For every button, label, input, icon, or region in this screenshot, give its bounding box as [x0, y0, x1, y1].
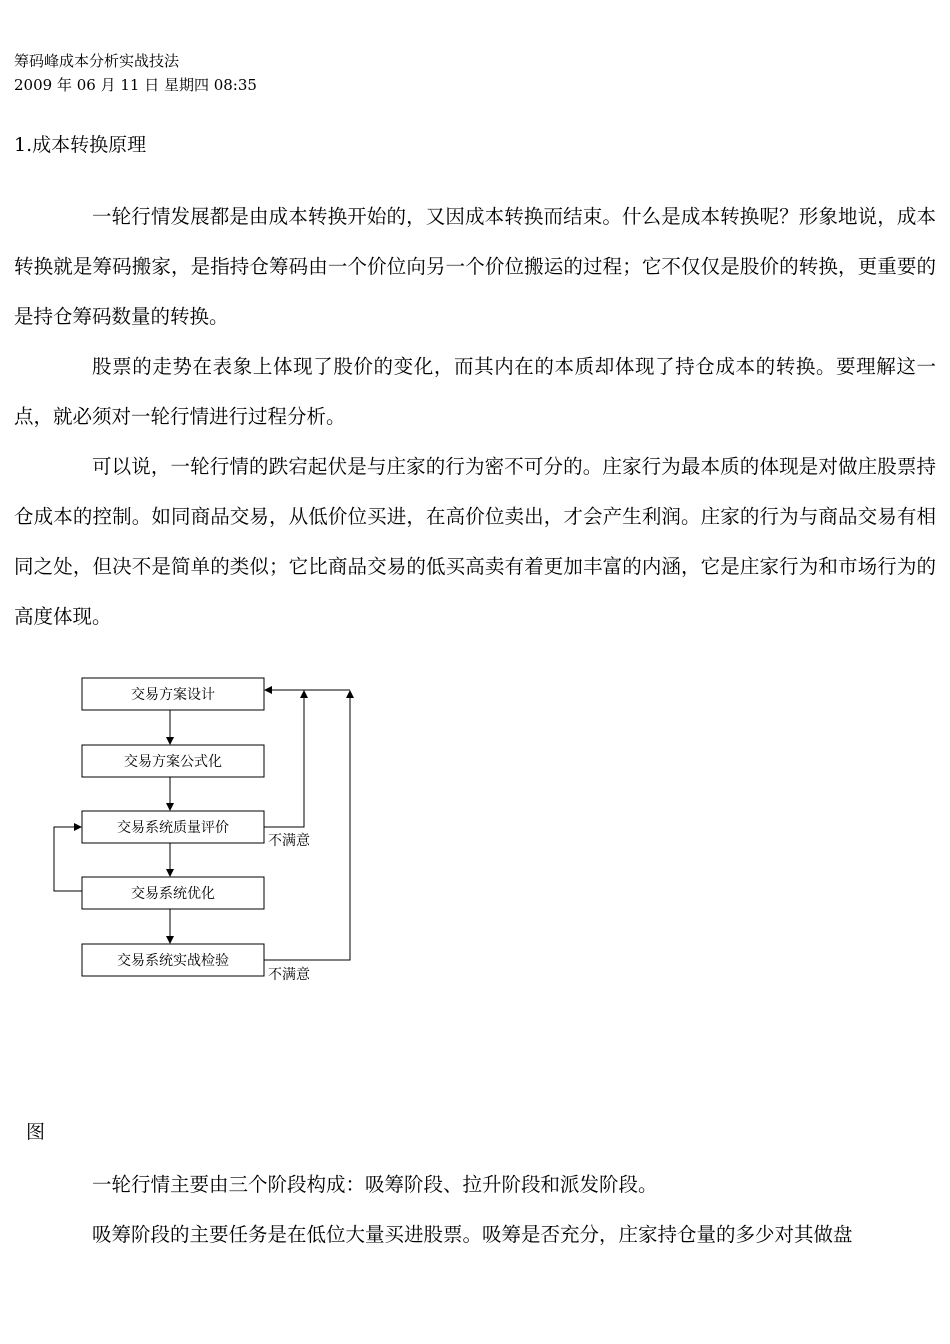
flow-step-design — [82, 678, 264, 710]
paragraph: 一轮行情主要由三个阶段构成：吸筹阶段、拉升阶段和派发阶段。 — [92, 1173, 658, 1196]
flow-step-live-test — [82, 944, 264, 976]
document-title: 筹码峰成本分析实战技法 — [14, 52, 180, 70]
paragraph: 股票的走势在表象上体现了股价的变化，而其内在的本质却体现了持仓成本的转换。要理解这一点，就必须对一轮行情进行过程分析。 — [14, 355, 936, 428]
flow-step-label: 交易方案公式化 — [124, 754, 222, 770]
paragraph: 吸筹阶段的主要任务是在低位大量买进股票。吸筹是否充分，庄家持仓量的多少对其做盘 — [92, 1223, 853, 1246]
document-datetime: 2009 年 06 月 11 日 星期四 08:35 — [14, 76, 257, 94]
flow-feedback-arrow — [264, 691, 304, 827]
flow-step-formulize — [82, 745, 264, 777]
flow-step-label: 交易系统优化 — [131, 886, 215, 902]
flow-loop-arrow — [54, 827, 82, 891]
paragraph: 一轮行情发展都是由成本转换开始的，又因成本转换而结束。什么是成本转换呢？形象地说，成本转换就是筹码搬家，是指持仓筹码由一个价位向另一个价位搬运的过程；它不仅仅是股价的转换，更重要的是持仓筹码数量的转换。 — [14, 205, 936, 328]
flow-feedback-arrow — [264, 691, 350, 960]
feedback-label: 不满意 — [268, 967, 310, 983]
flow-step-label: 交易方案设计 — [131, 687, 215, 703]
section-title: 1.成本转换原理 — [14, 134, 147, 156]
flow-step-evaluate — [82, 811, 264, 843]
feedback-label: 不满意 — [268, 833, 310, 849]
paragraph: 可以说，一轮行情的跌宕起伏是与庄家的行为密不可分的。庄家行为最本质的体现是对做庄股票持仓成本的控制。如同商品交易，从低价位买进，在高价位卖出，才会产生利润。庄家的行为与商品交易有相同之处，但决不是简单的类似；它比商品交易的低买高卖有着更加丰富的内涵，它是庄家行为和市场行为的高度体现。 — [14, 455, 936, 628]
figure-label: 图 — [26, 1121, 46, 1143]
flowchart-figure — [0, 660, 420, 1000]
flow-step-label: 交易系统质量评价 — [117, 820, 229, 836]
flow-step-optimize — [82, 877, 264, 909]
flow-step-label: 交易系统实战检验 — [117, 953, 229, 969]
